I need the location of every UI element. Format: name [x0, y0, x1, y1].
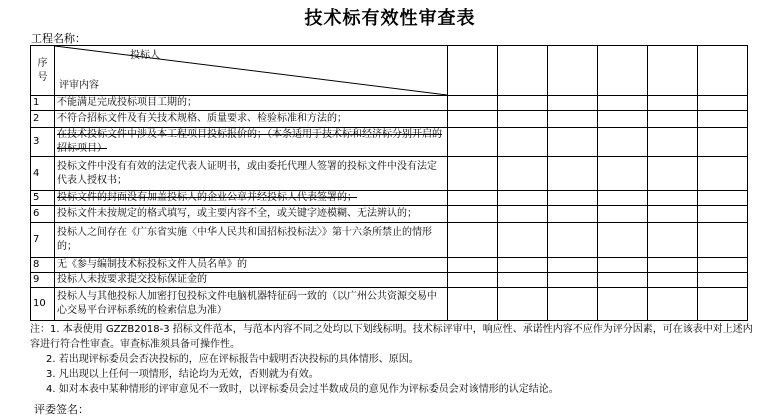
notes-section — [30, 322, 758, 397]
reviewer-signature-label: 评委签名： — [34, 403, 89, 416]
bidder-result-cell[interactable] — [498, 111, 548, 128]
table-row — [31, 191, 748, 206]
bidder-result-cell[interactable] — [598, 191, 648, 206]
bidder-result-cell[interactable] — [548, 258, 598, 273]
bidder-result-cell[interactable] — [698, 191, 748, 206]
bidder-result-cell[interactable] — [698, 258, 748, 273]
table-row — [31, 288, 748, 321]
row-number: 5 — [31, 191, 55, 206]
row-number: 2 — [31, 111, 55, 128]
bidder-result-cell[interactable] — [498, 258, 548, 273]
bidder-result-cell[interactable] — [548, 223, 598, 258]
bidder-result-cell[interactable] — [548, 111, 598, 128]
bidder-result-cell[interactable] — [598, 128, 648, 157]
bidder-result-cell[interactable] — [698, 96, 748, 111]
bidder-result-cell[interactable] — [648, 206, 698, 223]
table-row — [31, 206, 748, 223]
bidder-result-cell[interactable] — [498, 288, 548, 321]
review-content-header-label: 评审内容 — [59, 80, 99, 91]
bidder-result-cell[interactable] — [698, 157, 748, 191]
bidder-result-cell[interactable] — [498, 128, 548, 157]
bidder-result-cell[interactable] — [498, 157, 548, 191]
bidder-result-cell[interactable] — [548, 191, 598, 206]
table-row — [31, 128, 748, 157]
bidder-column-cell[interactable] — [548, 46, 598, 96]
bidder-result-cell[interactable] — [548, 206, 598, 223]
review-content-text: 无《参与编制技术标投标文件人员名单》的 — [55, 258, 448, 273]
bidder-result-cell[interactable] — [548, 273, 598, 288]
bidder-result-cell[interactable] — [648, 157, 698, 191]
note-item: 注：1. 本表使用 GZZB2018-3 招标文件范本，与范本内容不同之处均以下划线标明。技术标评审中，响应性、承诺性内容不应作为评分因素，可在该表中对上述内容进行符合性审查。审查标准须具备可操作性。 — [30, 324, 753, 350]
bidder-result-cell[interactable] — [648, 288, 698, 321]
note-item: 4. 如对本表中某种情形的评审意见不一致时，以评标委员会过半数成员的意见作为评标委员会对该情形的认定结论。 — [46, 384, 559, 395]
review-content-text: 投标人之间存在《广东省实施〈中华人民共和国招标投标法〉》第十六条所禁止的情形的； — [55, 223, 448, 258]
bidder-result-cell[interactable] — [598, 206, 648, 223]
table-header-row — [31, 46, 748, 96]
review-content-text: 投标文件的封面没有加盖投标人的企业公章并经投标人代表签署的； — [55, 191, 448, 206]
project-name-label: 工程名称： — [31, 32, 86, 45]
row-number: 6 — [31, 206, 55, 223]
bidder-result-cell[interactable] — [698, 206, 748, 223]
review-content-text: 投标人与其他投标人加密打包投标文件电脑机器特征码一致的（以广州公共资源交易中心交易平台评标系统的检索信息为准） — [55, 288, 448, 321]
bidder-result-cell[interactable] — [648, 223, 698, 258]
note-item: 2. 若出现评标委员会否决投标的，应在评标报告中载明否决投标的具体情形、原因。 — [46, 354, 419, 365]
bidder-column-cell[interactable] — [698, 46, 748, 96]
bidder-result-cell[interactable] — [448, 157, 498, 191]
bidder-column-cell[interactable] — [498, 46, 548, 96]
row-number: 10 — [31, 288, 55, 321]
row-number: 1 — [31, 96, 55, 111]
bidder-result-cell[interactable] — [498, 223, 548, 258]
bidder-result-cell[interactable] — [448, 273, 498, 288]
bidder-result-cell[interactable] — [648, 128, 698, 157]
bidder-result-cell[interactable] — [448, 206, 498, 223]
page-title: 技术标有效性审查表 — [304, 8, 476, 29]
bidder-result-cell[interactable] — [698, 273, 748, 288]
table-row — [31, 258, 748, 273]
bidder-result-cell[interactable] — [598, 111, 648, 128]
bidder-result-cell[interactable] — [648, 191, 698, 206]
review-table — [30, 45, 748, 321]
table-row — [31, 111, 748, 128]
bidder-header-label: 投标人 — [130, 50, 160, 61]
review-content-text: 不能满足完成投标项目工期的； — [55, 96, 448, 111]
table-row — [31, 273, 748, 288]
bidder-result-cell[interactable] — [448, 288, 498, 321]
review-content-text: 投标人未按要求提交投标保证金的 — [55, 273, 448, 288]
bidder-column-cell[interactable] — [598, 46, 648, 96]
note-item: 3. 凡出现以上任何一项情形，结论均为无效，否则就为有效。 — [46, 369, 319, 380]
bidder-column-cell[interactable] — [648, 46, 698, 96]
bidder-column-cell[interactable] — [448, 46, 498, 96]
bidder-result-cell[interactable] — [548, 96, 598, 111]
bidder-result-cell[interactable] — [648, 96, 698, 111]
bidder-result-cell[interactable] — [598, 223, 648, 258]
bidder-result-cell[interactable] — [698, 223, 748, 258]
bidder-result-cell[interactable] — [598, 96, 648, 111]
table-row — [31, 223, 748, 258]
row-number: 3 — [31, 128, 55, 157]
bidder-result-cell[interactable] — [498, 191, 548, 206]
review-content-text: 投标文件中没有有效的法定代表人证明书，或由委托代理人签署的投标文件中没有法定代表人授权书； — [55, 157, 448, 191]
bidder-result-cell[interactable] — [598, 157, 648, 191]
table-row — [31, 157, 748, 191]
bidder-result-cell[interactable] — [448, 258, 498, 273]
bidder-result-cell[interactable] — [698, 288, 748, 321]
bidder-result-cell[interactable] — [648, 273, 698, 288]
bidder-result-cell[interactable] — [448, 223, 498, 258]
bidder-result-cell[interactable] — [698, 128, 748, 157]
bidder-result-cell[interactable] — [448, 191, 498, 206]
review-content-text: 在技术投标文件中涉及本工程项目投标报价的；（本条适用于技术标和经济标分别开启的招标项目） — [55, 128, 448, 157]
bidder-result-cell[interactable] — [498, 96, 548, 111]
row-number: 4 — [31, 157, 55, 191]
bidder-result-cell[interactable] — [598, 288, 648, 321]
seq-header: 序号 — [31, 46, 55, 96]
bidder-result-cell[interactable] — [548, 157, 598, 191]
bidder-result-cell[interactable] — [448, 96, 498, 111]
bidder-result-cell[interactable] — [548, 288, 598, 321]
diagonal-line — [55, 46, 447, 95]
review-content-text: 投标文件未按规定的格式填写，或主要内容不全，或关键字迹模糊、无法辨认的； — [55, 206, 448, 223]
row-number: 7 — [31, 223, 55, 258]
bidder-result-cell[interactable] — [448, 128, 498, 157]
row-number: 9 — [31, 273, 55, 288]
bidder-result-cell[interactable] — [598, 273, 648, 288]
row-number: 8 — [31, 258, 55, 273]
bidder-result-cell[interactable] — [648, 111, 698, 128]
table-row — [31, 96, 748, 111]
bidder-result-cell[interactable] — [598, 258, 648, 273]
diagonal-header-cell — [55, 46, 448, 96]
bidder-result-cell[interactable] — [498, 206, 548, 223]
review-content-text: 不符合招标文件及有关技术规格、质量要求、检验标准和方法的； — [55, 111, 448, 128]
bidder-result-cell[interactable] — [698, 111, 748, 128]
bidder-result-cell[interactable] — [548, 128, 598, 157]
bidder-result-cell[interactable] — [648, 258, 698, 273]
bidder-result-cell[interactable] — [498, 273, 548, 288]
bidder-result-cell[interactable] — [448, 111, 498, 128]
